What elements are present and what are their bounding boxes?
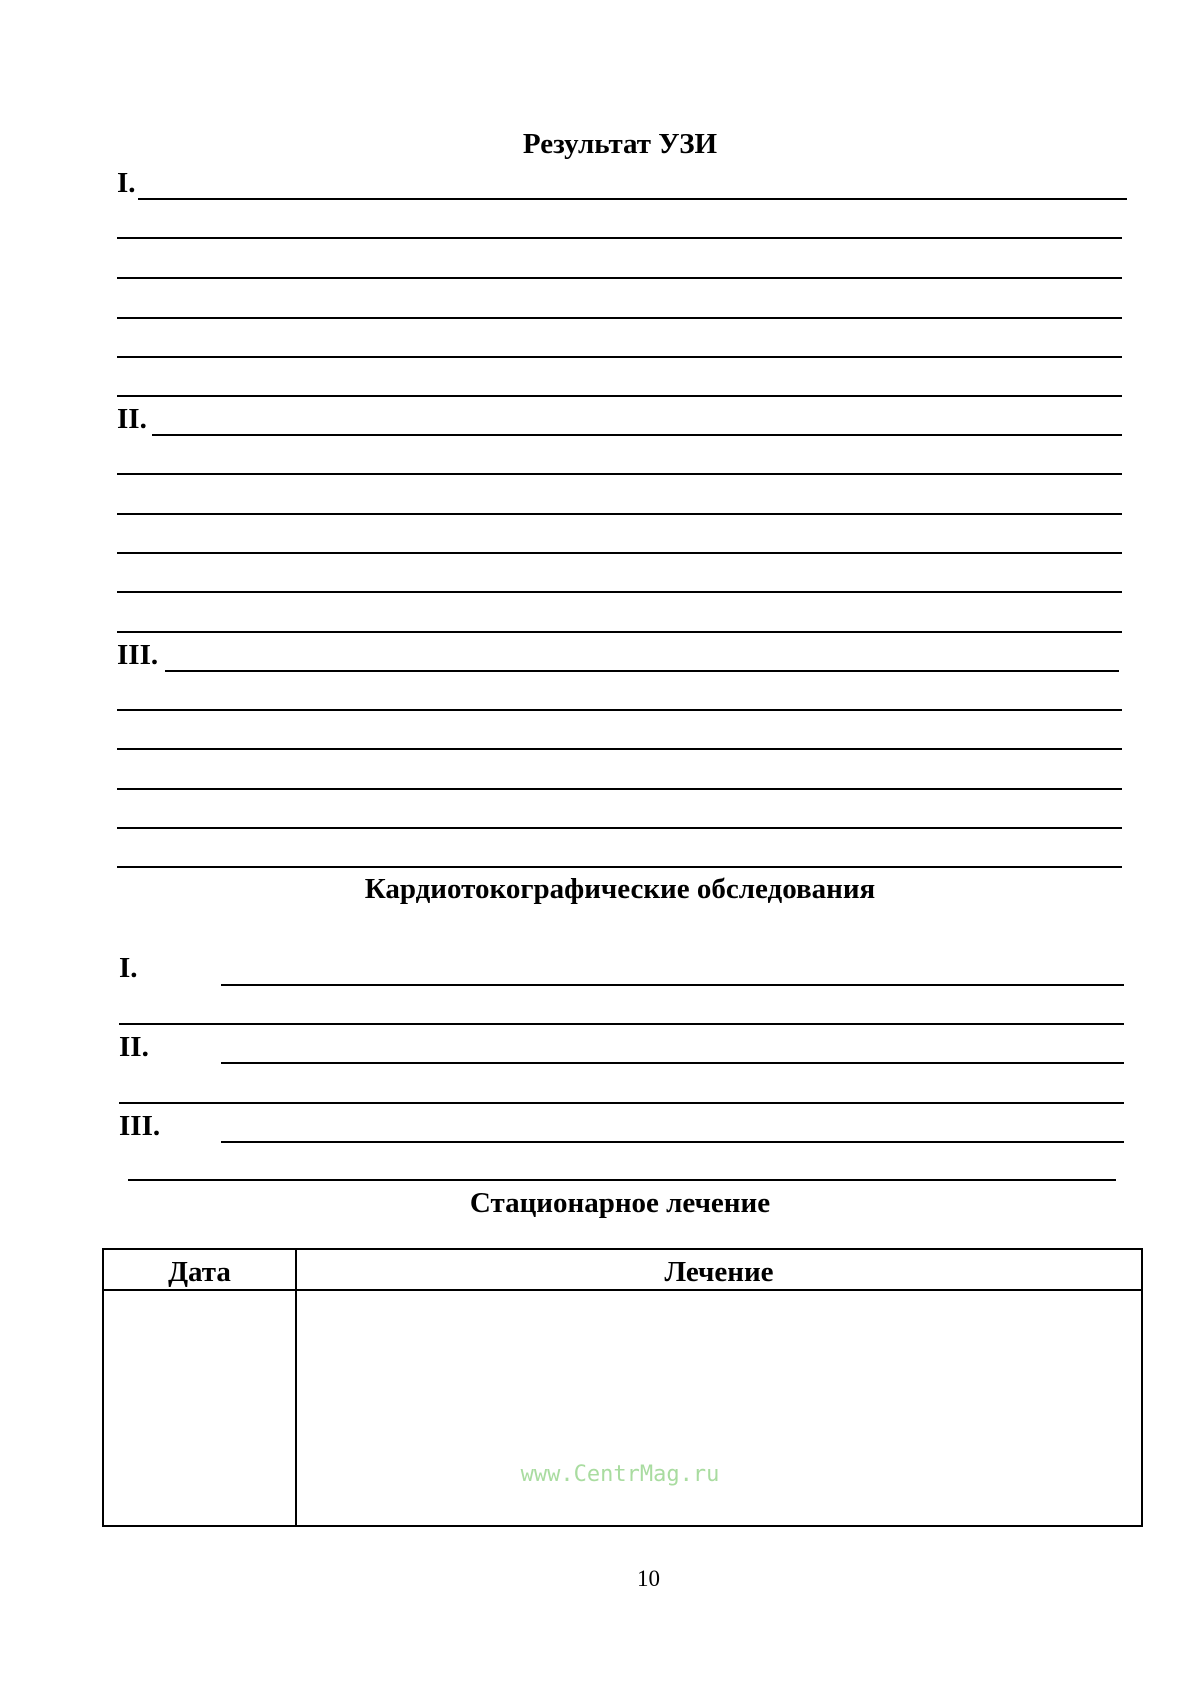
usi-blank-line[interactable] <box>117 552 1122 554</box>
page-number: 10 <box>637 1566 660 1591</box>
usi-blank-line[interactable] <box>117 395 1122 397</box>
usi-item-3-label: III. <box>117 639 159 671</box>
usi-blank-line[interactable] <box>117 513 1122 515</box>
usi-item-3-line[interactable] <box>165 670 1119 672</box>
table-row <box>103 1290 1142 1526</box>
usi-blank-line[interactable] <box>117 788 1122 790</box>
usi-blank-line[interactable] <box>117 277 1122 279</box>
ctg-blank-line[interactable] <box>119 1023 1124 1025</box>
ctg-item-2-label: II. <box>119 1031 149 1063</box>
usi-blank-line[interactable] <box>117 866 1122 868</box>
usi-item-2-label: II. <box>117 403 147 435</box>
usi-item-2-line[interactable] <box>152 434 1122 436</box>
ctg-item-1-label: I. <box>119 952 138 984</box>
usi-item-1-label: I. <box>117 167 136 199</box>
usi-blank-line[interactable] <box>117 709 1122 711</box>
treatment-column-header: Лечение <box>296 1249 1142 1290</box>
ctg-blank-line[interactable] <box>128 1179 1116 1181</box>
usi-blank-line[interactable] <box>117 748 1122 750</box>
ctg-item-2-line[interactable] <box>221 1062 1124 1064</box>
treatment-cell[interactable] <box>296 1290 1142 1526</box>
usi-blank-line[interactable] <box>117 631 1122 633</box>
ctg-item-1-line[interactable] <box>221 984 1124 986</box>
ctg-blank-line[interactable] <box>119 1102 1124 1104</box>
usi-blank-line[interactable] <box>117 827 1122 829</box>
usi-blank-line[interactable] <box>117 237 1122 239</box>
usi-blank-line[interactable] <box>117 473 1122 475</box>
table-header-row <box>103 1249 1142 1290</box>
date-cell[interactable] <box>103 1290 296 1526</box>
ctg-item-3-label: III. <box>119 1110 161 1142</box>
usi-blank-line[interactable] <box>117 356 1122 358</box>
date-column-header: Дата <box>103 1249 296 1290</box>
ctg-item-3-line[interactable] <box>221 1141 1124 1143</box>
usi-blank-line[interactable] <box>117 591 1122 593</box>
watermark: www.CentrMag.ru <box>520 1462 720 1487</box>
usi-item-1-line[interactable] <box>138 198 1127 200</box>
ctg-title: Кардиотокографические обследования <box>364 873 876 905</box>
usi-blank-line[interactable] <box>117 317 1122 319</box>
usi-title: Результат УЗИ <box>522 128 718 160</box>
inpatient-title: Стационарное лечение <box>469 1187 771 1219</box>
